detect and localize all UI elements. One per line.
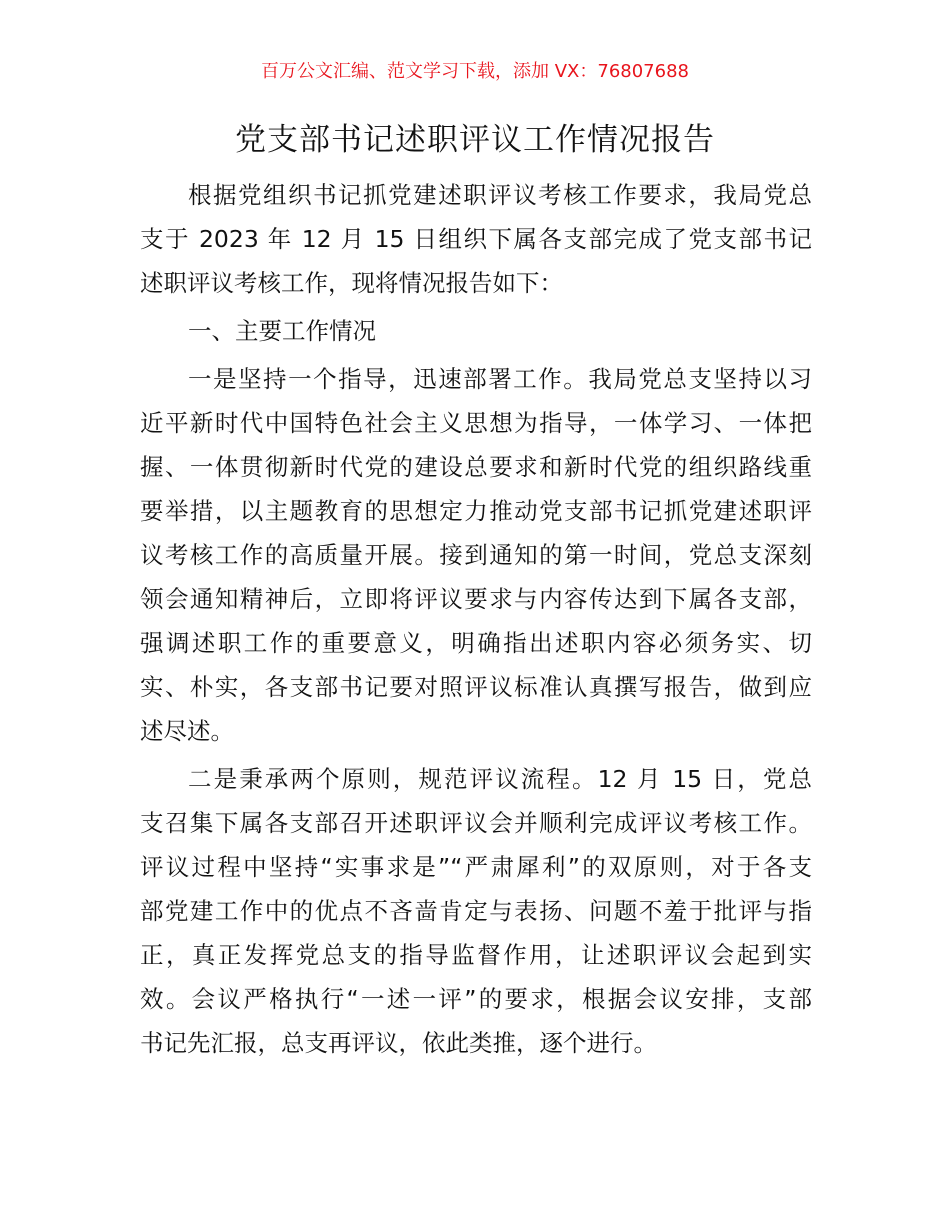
- text-line: 评议过程中坚持“实事求是”“严肃犀利”的双原则，对于各支: [140, 853, 812, 881]
- paragraph: [140, 357, 812, 753]
- text-line: 实、朴实，各支部书记要对照评议标准认真撰写报告，做到应: [140, 673, 812, 701]
- page-title: 党支部书记述职评议工作情况报告: [235, 122, 715, 158]
- text-line: 握、一体贯彻新时代党的建设总要求和新时代党的组织路线重: [140, 453, 812, 481]
- text-line: 强调述职工作的重要意义，明确指出述职内容必须务实、切: [140, 629, 812, 657]
- text-line: 正，真正发挥党总支的指导监督作用，让述职评议会起到实: [140, 941, 812, 969]
- watermark-header: 百万公文汇编、范文学习下载，添加 VX：76807688: [261, 61, 689, 82]
- text-line: 一、主要工作情况: [188, 317, 376, 345]
- text-line: 领会通知精神后，立即将评议要求与内容传达到下属各支部，: [140, 585, 812, 613]
- paragraph: [140, 173, 812, 305]
- text-line: 根据党组织书记抓党建述职评议考核工作要求，我局党总: [188, 181, 812, 209]
- text-line: 书记先汇报，总支再评议，依此类推，逐个进行。: [140, 1029, 657, 1057]
- text-line: 要举措，以主题教育的思想定力推动党支部书记抓党建述职评: [140, 497, 812, 525]
- document-body: [140, 173, 812, 1069]
- text-line: 述职评议考核工作，现将情况报告如下：: [140, 269, 563, 297]
- text-line: 议考核工作的高质量开展。接到通知的第一时间，党总支深刻: [140, 541, 812, 569]
- text-line: 支召集下属各支部召开述职评议会并顺利完成评议考核工作。: [140, 809, 812, 837]
- text-line: 部党建工作中的优点不吝啬肯定与表扬、问题不羞于批评与指: [140, 897, 812, 925]
- paragraph: [140, 757, 812, 1065]
- text-line: 一是坚持一个指导，迅速部署工作。我局党总支坚持以习: [188, 365, 812, 393]
- text-line: 效。会议严格执行“一述一评”的要求，根据会议安排，支部: [140, 985, 812, 1013]
- text-line: 支于 2023 年 12 月 15 日组织下属各支部完成了党支部书记: [140, 225, 812, 253]
- section-heading: [140, 309, 812, 353]
- text-line: 近平新时代中国特色社会主义思想为指导，一体学习、一体把: [140, 409, 812, 437]
- text-line: 二是秉承两个原则，规范评议流程。12 月 15 日，党总: [188, 765, 812, 793]
- text-line: 述尽述。: [140, 717, 234, 745]
